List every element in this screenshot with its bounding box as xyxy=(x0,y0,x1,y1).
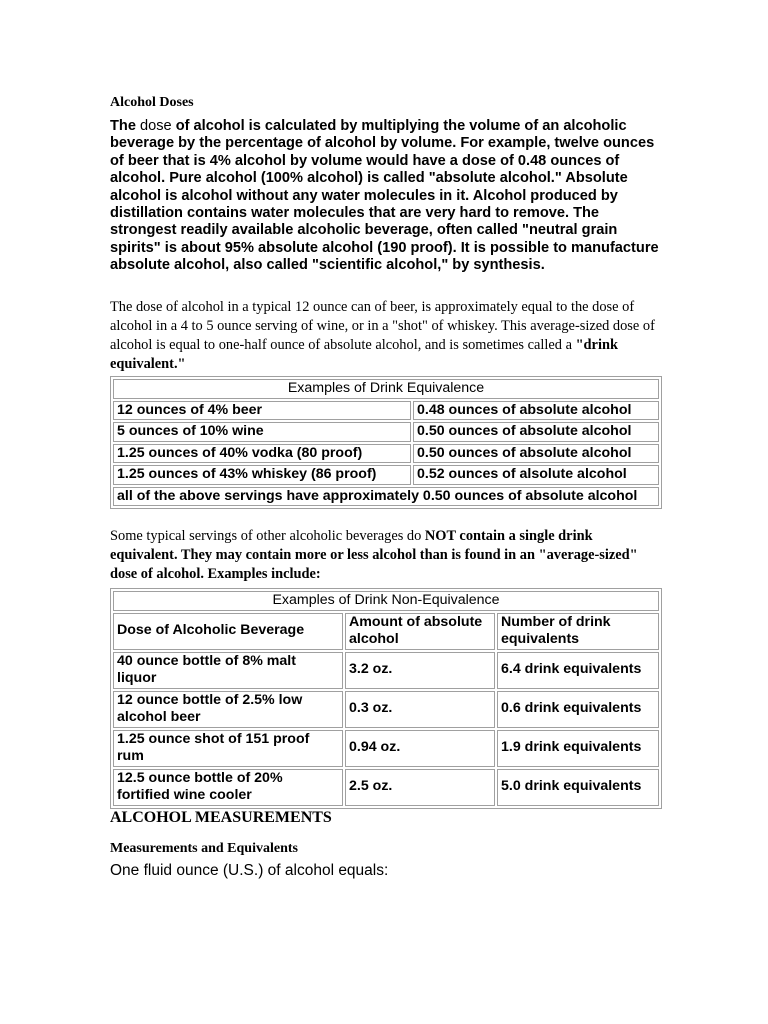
table-header-cell: Dose of Alcoholic Beverage xyxy=(113,613,343,650)
table-cell: 1.25 ounces of 43% whiskey (86 proof) xyxy=(113,465,411,485)
table-cell: 12 ounce bottle of 2.5% low alcohol beer xyxy=(113,691,343,728)
lead-paragraph xyxy=(110,118,662,275)
table-row xyxy=(113,422,659,442)
table-row xyxy=(113,730,659,767)
table-cell: 0.94 oz. xyxy=(345,730,495,767)
table-cell: 0.3 oz. xyxy=(345,691,495,728)
section-title: Alcohol Doses xyxy=(110,95,194,110)
table-cell: 1.9 drink equivalents xyxy=(497,730,659,767)
drink-equivalence-table xyxy=(110,376,662,509)
lead-dose-term: dose xyxy=(140,118,172,134)
table-cell: 12 ounces of 4% beer xyxy=(113,401,411,421)
para2-bold: "drink equivalent." xyxy=(110,337,618,372)
fluid-ounce-line: One fluid ounce (U.S.) of alcohol equals: xyxy=(110,862,389,879)
table-caption-row xyxy=(113,379,659,399)
drink-equivalent-paragraph xyxy=(110,298,662,374)
drink-non-equivalence-table xyxy=(110,588,662,809)
table-row xyxy=(113,769,659,806)
table-cell: 40 ounce bottle of 8% malt liquor xyxy=(113,652,343,689)
table-cell: 1.25 ounces of 40% vodka (80 proof) xyxy=(113,444,411,464)
table-cell: 0.50 ounces of absolute alcohol xyxy=(413,422,659,442)
table-row xyxy=(113,652,659,689)
table-cell: 2.5 oz. xyxy=(345,769,495,806)
table-cell: 6.4 drink equivalents xyxy=(497,652,659,689)
table-footer-cell: all of the above servings have approximately 0.50 ounces of absolute alcohol xyxy=(113,487,659,507)
table-row xyxy=(113,691,659,728)
table-cell: 0.6 drink equivalents xyxy=(497,691,659,728)
table-caption: Examples of Drink Non-Equivalence xyxy=(113,591,659,611)
non-equivalence-paragraph xyxy=(110,527,662,584)
table-cell: 0.52 ounces of alsolute alcohol xyxy=(413,465,659,485)
table-cell: 0.50 ounces of absolute alcohol xyxy=(413,444,659,464)
table-caption-row xyxy=(113,591,659,611)
table-cell: 5.0 drink equivalents xyxy=(497,769,659,806)
table-row xyxy=(113,401,659,421)
para3-text: Some typical servings of other alcoholic beverages do xyxy=(110,528,425,544)
table-row xyxy=(113,444,659,464)
table-header-cell: Number of drink equivalents xyxy=(497,613,659,650)
lead-the: The xyxy=(110,118,140,134)
table-cell: 0.48 ounces of absolute alcohol xyxy=(413,401,659,421)
table-header-cell: Amount of absolute alcohol xyxy=(345,613,495,650)
table-footer-row xyxy=(113,487,659,507)
equivalents-heading: Measurements and Equivalents xyxy=(110,841,298,856)
table-header-row xyxy=(113,613,659,650)
para2-text: The dose of alcohol in a typical 12 ounce can of beer, is approximately equal to the dose of alcohol in a 4 to 5 ounce serving of wine, or in a "shot" of whiskey. This average-sized dose of alcohol is equal to one-half ounce of absolute alcohol, and is sometimes called a xyxy=(110,299,655,353)
table-cell: 5 ounces of 10% wine xyxy=(113,422,411,442)
measurements-heading: ALCOHOL MEASUREMENTS xyxy=(110,809,332,826)
lead-body: of alcohol is calculated by multiplying the volume of an alcoholic beverage by the percentage of alcohol by volume. For example, twelve ounces of beer that is 4% alcohol by volume would have a dose of 0.48 ounces of alcohol. Pure alcohol (100% alcohol) is called "absolute alcohol." Absolute alcohol is alcohol without any water molecules in it. Alcohol produced by distillation contains water molecules that are very hard to remove. The strongest readily available alcoholic beverage, often called "neutral grain spirits" is about 95% absolute alcohol (190 proof). It is possible to manufacture absolute alcohol, also called "scientific alcohol," by synthesis. xyxy=(110,118,659,274)
para3-bold: NOT contain a single drink equivalent. They may contain more or less alcohol than is found in an "average-sized" dose of alcohol. Examples include: xyxy=(110,528,638,582)
table-cell: 3.2 oz. xyxy=(345,652,495,689)
table-cell: 12.5 ounce bottle of 20% fortified wine cooler xyxy=(113,769,343,806)
table-caption: Examples of Drink Equivalence xyxy=(113,379,659,399)
table-row xyxy=(113,465,659,485)
table-cell: 1.25 ounce shot of 151 proof rum xyxy=(113,730,343,767)
